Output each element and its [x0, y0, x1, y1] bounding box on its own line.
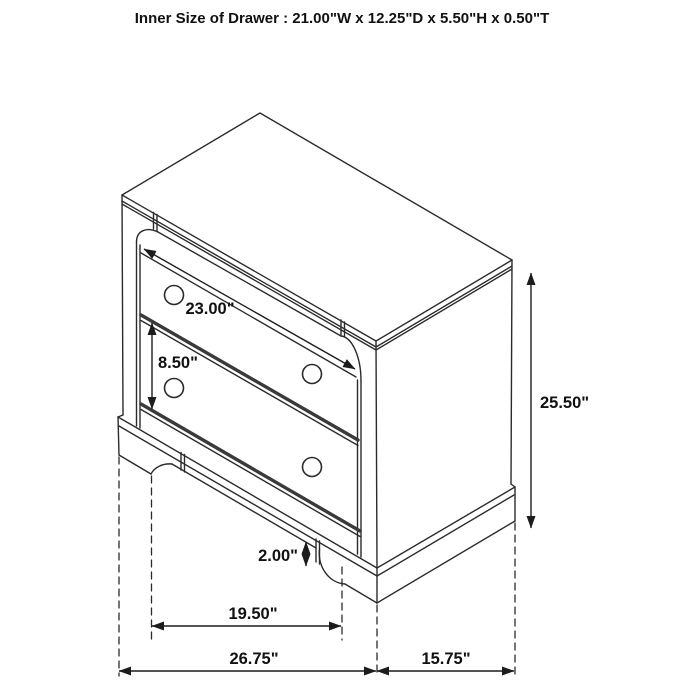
base-arc-left — [151, 464, 172, 474]
dimension-annotations — [119, 249, 589, 671]
dim-label-overall-depth: 15.75" — [421, 650, 471, 668]
base-plinth — [118, 415, 515, 603]
knob-bottom-left — [165, 379, 184, 398]
dim-label-drawer-width: 23.00" — [185, 300, 235, 318]
base-top-right-edge — [377, 487, 515, 568]
base-foot-front — [345, 584, 377, 603]
base-arc-right — [319, 549, 345, 584]
page-title: Inner Size of Drawer : 21.00"W x 12.25"D x 5.50"H x 0.50"T — [134, 10, 550, 27]
dim-label-foot-height: 2.00" — [258, 547, 298, 565]
base-top-front-edge — [118, 417, 377, 568]
frame-corner-arc-top-left — [137, 230, 159, 242]
dim-line-drawer-width — [144, 249, 355, 369]
dim-label-leg-spacing: 19.50" — [228, 605, 278, 623]
knob-bottom-right — [303, 458, 322, 477]
dim-label-drawer-front-height: 8.50" — [158, 354, 198, 372]
extension-lines — [119, 457, 515, 676]
knob-top-right — [303, 365, 322, 384]
base-molding-right — [377, 495, 514, 576]
base-bottom-right-edge — [377, 521, 515, 603]
dim-label-overall-height: 25.50" — [540, 394, 590, 412]
rail-inner-edge — [158, 232, 341, 336]
top-face — [122, 113, 512, 341]
front-corner-edge — [376, 341, 377, 568]
left-corner-edge — [122, 195, 123, 415]
right-corner-edge — [511, 260, 512, 484]
base-cutout-edge — [172, 464, 316, 548]
base-foot-left — [119, 455, 151, 474]
knob-top-left — [165, 286, 184, 305]
nightstand-line-art — [118, 113, 515, 676]
base-molding-front — [119, 426, 377, 576]
dim-label-overall-width: 26.75" — [229, 650, 279, 668]
